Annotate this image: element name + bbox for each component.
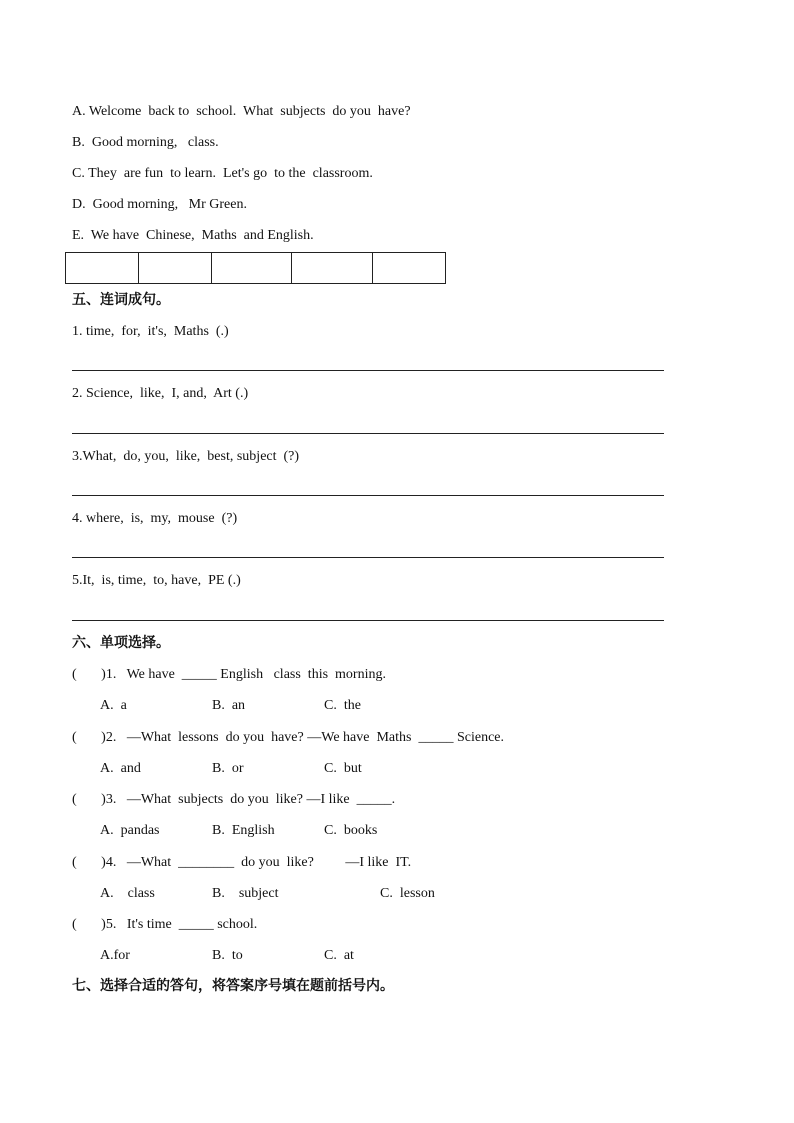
answer-box-3[interactable] [212,253,292,284]
sentence-item-1: 1. time, for, it's, Maths (.) [72,324,229,339]
sentence-item-3: 3.What, do, you, like, best, subject (?) [72,449,300,464]
question-4-option-a: A. class [100,886,155,901]
question-4-option-c: C. lesson [380,886,435,901]
question-2-stem: ( )2. —What lessons do you have? —We have Maths _____ Science. [72,730,504,745]
answer-order-table [65,252,446,284]
question-4-option-b: B. subject [212,886,279,901]
question-1-option-c: C. the [324,698,361,713]
question-5-option-a: A.for [100,948,130,963]
dialogue-option-c: C. They are fun to learn. Let's go to the classroom. [72,166,373,181]
sentence-item-5: 5.It, is, time, to, have, PE (.) [72,573,241,588]
section7-title: 七、选择合适的答句，将答案序号填在题前括号内。 [72,978,394,994]
answer-line-3[interactable] [72,495,664,496]
dialogue-option-d: D. Good morning, Mr Green. [72,197,247,212]
answer-line-5[interactable] [72,620,664,621]
answer-box-4[interactable] [292,253,373,284]
answer-line-4[interactable] [72,557,664,558]
question-2-option-b: B. or [212,761,244,776]
answer-line-1[interactable] [72,370,664,371]
question-5-stem: ( )5. It's time _____ school. [72,917,258,932]
section5-title: 五、连词成句。 [72,292,170,308]
question-2-option-a: A. and [100,761,141,776]
question-4-stem: ( )4. —What ________ do you like? —I like IT. [72,855,412,870]
answer-box-5[interactable] [373,253,446,284]
question-1-stem: ( )1. We have _____ English class this morning. [72,667,386,682]
question-5-option-c: C. at [324,948,354,963]
dialogue-option-a: A. Welcome back to school. What subjects do you have? [72,104,411,119]
answer-box-1[interactable] [66,253,139,284]
section6-title: 六、单项选择。 [72,635,170,651]
sentence-item-2: 2. Science, like, I, and, Art (.) [72,386,249,401]
answer-line-2[interactable] [72,433,664,434]
dialogue-option-b: B. Good morning, class. [72,135,219,150]
question-3-option-a: A. pandas [100,823,160,838]
answer-box-2[interactable] [139,253,212,284]
question-1-option-a: A. a [100,698,127,713]
sentence-item-4: 4. where, is, my, mouse (?) [72,511,238,526]
dialogue-option-e: E. We have Chinese, Maths and English. [72,228,314,243]
question-3-option-b: B. English [212,823,275,838]
question-3-stem: ( )3. —What subjects do you like? —I like _____. [72,792,396,807]
question-2-option-c: C. but [324,761,362,776]
question-5-option-b: B. to [212,948,243,963]
question-1-option-b: B. an [212,698,246,713]
question-3-option-c: C. books [324,823,378,838]
